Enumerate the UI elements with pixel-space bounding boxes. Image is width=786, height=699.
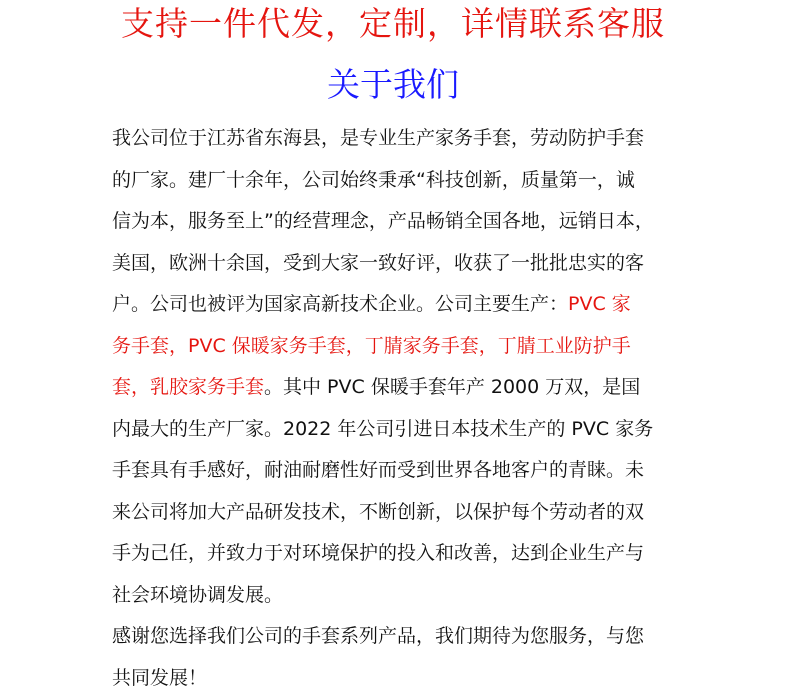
description-line [112,326,672,368]
description-line [112,201,672,243]
description-line [112,616,672,658]
description-text: 共同发展！ [112,666,208,689]
product-highlight-text: PVC 家 [568,293,631,315]
description-text: 的厂家。建厂十余年，公司始终秉承“科技创新，质量第一，诚 [112,168,635,191]
description-text: 。其中 PVC 保暖手套年产 2000 万双，是国 [264,376,641,398]
description-text: 美国，欧洲十余国，受到大家一致好评，收获了一批批忠实的客 [112,251,645,274]
description-line [112,492,672,534]
description-text: 手套具有手感好，耐油耐磨性好而受到世界各地客户的青睐。未 [112,459,645,481]
description-line [112,118,672,160]
description-text: 感谢您选择我们公司的手套系列产品，我们期待为您服务，与您 [112,625,645,647]
description-line [112,284,672,326]
description-line [112,533,672,575]
description-text: 来公司将加大产品研发技术，不断创新，以保护每个劳动者的双 [112,500,645,523]
description-text: 社会环境协调发展。 [112,583,284,606]
banner-title: 支持一件代发，定制，详情联系客服 [121,4,665,43]
description-line [112,450,672,492]
product-highlight-text: 务手套，PVC 保暖家务手套，丁腈家务手套，丁腈工业防护手 [112,334,631,357]
description-text: 信为本，服务至上”的经营理念，产品畅销全国各地，远销日本， [112,210,654,232]
description-line [112,409,672,451]
description-text: 手为己任，并致力于对环境保护的投入和改善，达到企业生产与 [112,542,645,564]
description-line [112,575,672,617]
about-us-heading: 关于我们 [327,65,459,104]
description-text: 内最大的生产厂家。2022 年公司引进日本技术生产的 PVC 家务 [112,417,654,440]
product-highlight-text: 套，乳胶家务手套 [112,376,265,398]
description-text: 我公司位于江苏省东海县，是专业生产家务手套，劳动防护手套 [112,127,645,149]
description-text: 户。公司也被评为国家高新技术企业。公司主要生产： [112,293,569,315]
description-line [112,367,672,409]
description-line [112,160,672,202]
description-line [112,243,672,285]
description-line [112,658,672,699]
company-description [112,118,672,699]
